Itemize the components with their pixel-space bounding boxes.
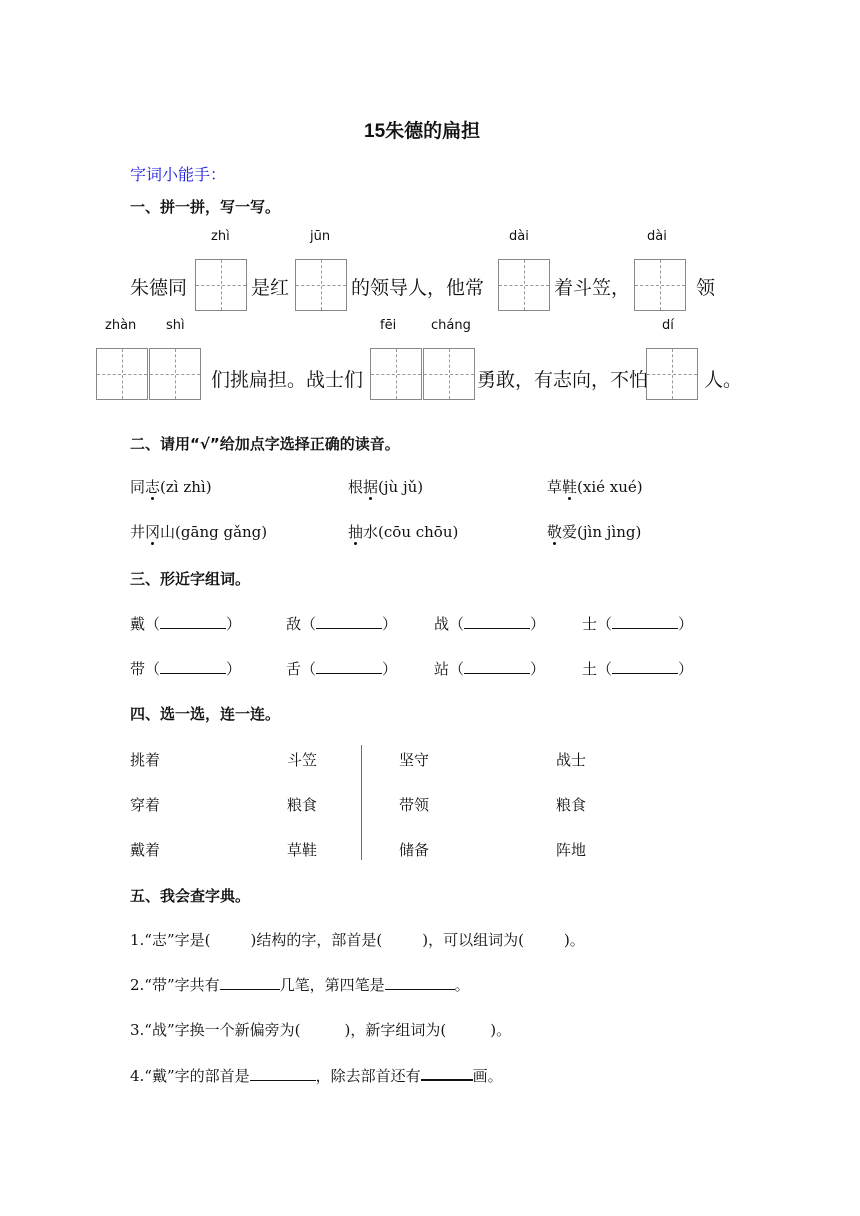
pinyin-options[interactable]: (gāng gǎng) [175,523,268,541]
question-text: ，除去部首还有 [315,1067,421,1085]
char: 戴 [130,615,146,633]
dotted-char: 敬 [547,523,563,541]
pinyin-options[interactable]: (jù jǔ) [378,478,424,496]
item-text: 爱 [562,523,578,541]
match-left-word[interactable]: 挑着 [130,751,161,769]
s1-text-3: 的领导人，他常 [351,277,485,299]
answer-blank[interactable] [316,628,382,629]
word-group-item [130,613,241,634]
writing-box[interactable] [195,259,247,311]
word-group-item [130,658,241,679]
word-group-item [286,658,397,679]
paren-open: （ [301,660,317,678]
question-text: 2.“带”字共有 [130,976,220,994]
paren-close: ） [226,660,242,678]
word-group-item [434,613,545,634]
pronunciation-item [130,521,267,542]
question-text: 1.“志”字是( [130,931,211,949]
paren-close: ） [530,660,546,678]
word-group-item [582,613,693,634]
paren-close: ） [382,615,398,633]
question-text: )结构的字，部首是( [250,931,383,949]
question-text: 几笔，第四笔是 [279,976,385,994]
pinyin-zhan: zhàn [105,318,137,333]
page-title: 15朱德的扁担 [364,121,481,142]
answer-blank[interactable] [464,673,530,674]
match-left-word[interactable]: 带领 [399,796,430,814]
pinyin-di: dí [662,318,674,333]
answer-blank[interactable] [316,673,382,674]
answer-blank[interactable] [612,673,678,674]
s1-text-4: 着斗笠， [554,277,631,299]
pinyin-jun: jūn [310,229,331,244]
match-right-word[interactable]: 斗笠 [287,751,318,769]
s1-text-2: 是红 [251,277,290,299]
writing-box[interactable] [498,259,550,311]
item-text: 水 [363,523,379,541]
section-2-heading: 二、请用“√”给加点字选择正确的读音。 [130,435,400,453]
char: 敌 [286,615,302,633]
paren-close: ） [678,615,694,633]
s1-text-6: 们挑扁担。战士们 [211,369,364,391]
pinyin-dai-1: dài [509,229,529,244]
answer-blank[interactable] [220,989,280,990]
match-right-word[interactable]: 粮食 [287,796,318,814]
char: 士 [582,615,598,633]
pinyin-options[interactable]: (zì zhì) [160,478,212,496]
pinyin-chang: cháng [431,318,471,333]
match-right-word[interactable]: 阵地 [556,841,587,859]
word-group-item [286,613,397,634]
answer-blank[interactable] [612,628,678,629]
question-text: 3.“战”字换一个新偏旁为( [130,1021,301,1039]
section-5-heading: 五、我会查字典。 [130,887,251,905]
pronunciation-item [547,476,643,497]
question-text: )。 [490,1021,512,1039]
char: 站 [434,660,450,678]
item-text: 井 [130,523,146,541]
char: 土 [582,660,598,678]
match-left-word[interactable]: 穿着 [130,796,161,814]
s1-text-7: 勇敢，有志向，不怕 [477,369,649,391]
pinyin-shi: shì [166,318,185,333]
s1-text-5: 领 [696,277,716,299]
pinyin-dai-2: dài [647,229,667,244]
paren-open: （ [449,615,465,633]
section-3-heading: 三、形近字组词。 [130,570,251,588]
paren-open: （ [597,615,613,633]
section-1-heading: 一、拼一拼，写一写。 [130,198,281,216]
pinyin-fei: fēi [380,318,397,333]
dotted-char: 鞋 [562,478,578,496]
paren-open: （ [145,615,161,633]
dictionary-question-2 [130,974,470,995]
question-text: )，新字组词为( [344,1021,447,1039]
subtitle: 字词小能手： [130,165,227,184]
question-text: 4.“戴”字的部首是 [130,1067,250,1085]
item-text: 同 [130,478,146,496]
dotted-char: 抽 [348,523,364,541]
item-text: 根 [348,478,364,496]
writing-box[interactable] [149,348,201,400]
match-left-word[interactable]: 坚守 [399,751,430,769]
answer-blank[interactable] [160,628,226,629]
answer-blank[interactable] [464,628,530,629]
pronunciation-item [130,476,212,497]
paren-open: （ [597,660,613,678]
dotted-char: 冈 [145,523,161,541]
dotted-char: 据 [363,478,379,496]
dotted-char: 志 [145,478,161,496]
match-left-word[interactable]: 戴着 [130,841,161,859]
paren-open: （ [145,660,161,678]
char: 战 [434,615,450,633]
pronunciation-item [547,521,641,542]
match-right-word[interactable]: 战士 [556,751,587,769]
dictionary-question-1 [130,929,585,950]
pronunciation-item [348,476,423,497]
answer-blank[interactable] [421,1079,473,1081]
divider-line [361,745,362,860]
match-right-word[interactable]: 草鞋 [287,841,318,859]
item-text: 山 [160,523,176,541]
writing-box[interactable] [634,259,686,311]
char: 带 [130,660,146,678]
pinyin-options[interactable]: (jìn jìng) [577,523,642,541]
section-4-heading: 四、选一选，连一连。 [130,705,281,723]
match-left-word[interactable]: 储备 [399,841,430,859]
pinyin-zhi: zhì [211,229,230,244]
question-text: )，可以组词为( [422,931,524,949]
answer-blank[interactable] [385,989,455,990]
writing-box[interactable] [423,348,475,400]
pronunciation-item [348,521,458,542]
paren-close: ） [678,660,694,678]
char: 舌 [286,660,302,678]
match-right-word[interactable]: 粮食 [556,796,587,814]
paren-close: ） [226,615,242,633]
paren-close: ） [382,660,398,678]
answer-blank[interactable] [250,1080,316,1081]
paren-close: ） [530,615,546,633]
question-text: )。 [563,931,585,949]
word-group-item [582,658,693,679]
word-group-item [434,658,545,679]
writing-box[interactable] [646,348,698,400]
dictionary-question-4 [130,1065,503,1086]
answer-blank[interactable] [160,673,226,674]
pinyin-options[interactable]: (xié xué) [577,478,643,496]
writing-box[interactable] [370,348,422,400]
dictionary-question-3 [130,1019,511,1040]
item-text: 草 [547,478,563,496]
paren-open: （ [301,615,317,633]
writing-box[interactable] [96,348,148,400]
writing-box[interactable] [295,259,347,311]
question-text: 画。 [472,1067,503,1085]
pinyin-options[interactable]: (cōu chōu) [378,523,459,541]
question-text: 。 [454,976,470,994]
s1-text-8: 人。 [704,369,743,391]
paren-open: （ [449,660,465,678]
s1-text-1: 朱德同 [130,277,188,299]
